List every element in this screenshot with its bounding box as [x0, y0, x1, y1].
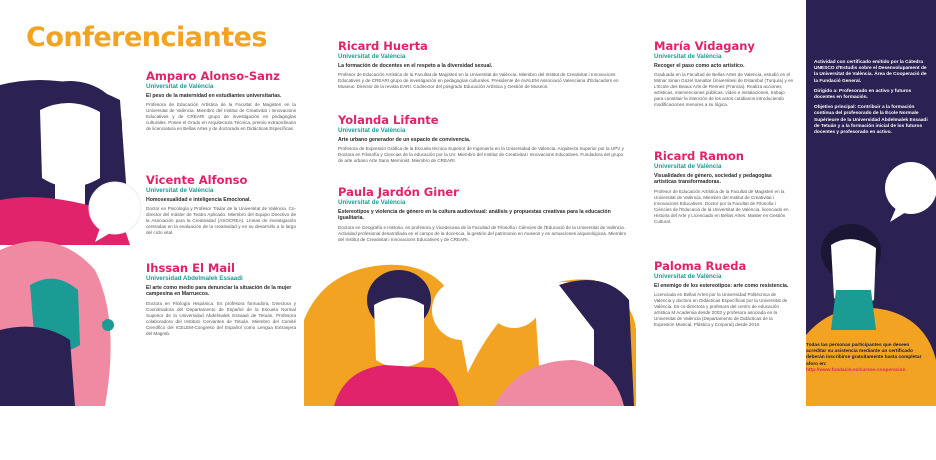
- panel-1: [0, 0, 304, 406]
- speaker-bio: Profesor de Educación Artística de la Facultat de Magisteri en la Universitat de València. Miembro del Institut de Creativitat i Innovacions Educatives y de CREARI grupo de investigación en pedagogías culturales. Presidente de AVALEM Associació Valenciana d'Educadors en Museus. Director de la revista EARI. Codirector del posgrado Educación Artística y Gestión de Museos.: [338, 72, 619, 90]
- speaker-bio: Profesora de Educación Artística de la Facultat de Magisteri en la Universitat de València. Miembro del Institut de Creativitat i Innovacions Educatives y de CREARI grupo de investigación en pedagogías culturales. Posee el Grado en Arquitectura Técnica, premio extraordinario de licenciatura en Bellas Artes y de doctorado en Didácticas Específicas.: [146, 102, 296, 132]
- info-objective: Objetivo principal: Contribuir a la formación continua del profesorado de la École Normale Supérieure de la Universidad Abdelmalek Essaadi de Tetuán y a la formación inicial de los futuros docentes y profesorado en activo.: [814, 105, 928, 136]
- page-title: Conferenciantes: [26, 22, 267, 53]
- speaker-topic: La formación de docentes en el respeto a la diversidad sexual.: [338, 63, 493, 69]
- info-audience: Dirigido a: Profesorado en activo y futuros docentes en formación.: [814, 88, 912, 101]
- registration-note: [806, 343, 930, 374]
- speaker-affiliation: Universitat de València: [654, 273, 722, 280]
- speaker-affiliation: Universitat de València: [338, 53, 406, 60]
- speaker-ricard-ramon: [654, 150, 794, 225]
- speaker-affiliation: Universitat de València: [338, 127, 406, 134]
- speaker-ihssan: [146, 262, 296, 337]
- speaker-yolanda: [338, 114, 628, 164]
- speaker-name: Ihssan El Mail: [146, 261, 235, 275]
- speaker-bio: Profesor de Educación Artística de la Facultat de Magisteri en la Universitat de València. Miembro del Institut de Creativitat i Innovacions Educatives. Doctor por la Facultat de Filosofia i Ciències de l'Educació de la Universitat de València, licenciado en Historia del Arte y Licenciado en Bellas Artes. Master en Gestión Cultural.: [654, 188, 789, 224]
- speaker-bio: Doctor en Psicología y Profesor Titular de la Universitat de València. Co-director del máster de Teatro Aplicado. Miembro del Equipo Directivo de la Asociación para la Creatividad (ASOCREA). Líneas de investigación centradas en la evaluación de la creatividad y en su desarrollo a lo largo del ciclo vital.: [146, 206, 296, 236]
- speaker-name: Paloma Rueda: [654, 259, 747, 273]
- speaker-name: Amparo Alonso-Sanz: [146, 69, 280, 83]
- speaker-topic: El enemigo de los estereotipos: arte como resistencia.: [654, 283, 789, 289]
- speaker-topic: El peso de la maternidad en estudiantes universitarias.: [146, 93, 282, 99]
- speaker-name: Vicente Alfonso: [146, 173, 248, 187]
- speaker-name: Ricard Ramon: [654, 149, 744, 163]
- speaker-name: María Vidagany: [654, 39, 755, 53]
- speaker-affiliation: Universidad Abdelmalek Essaadi: [146, 275, 243, 282]
- speaker-bio: Doctora en Geografía e Historia, es profesora y Vicedecana de la Facultad de Filosofía i Ciències de l'Educació de la Universitat de València. Actividad profesional desarrollada en el campo de la docencia, la gestión del patrimonio en museos y en actuaciones arqueológicas. Miembro del Institut de Creativitat i Innovacions Educatives y de CREARI.: [338, 224, 627, 242]
- speaker-bio: Profesora de Expresión Gráfica de la Escuela técnica Superior de Ingeniería en la Universidad de Valencia. Arquitecta Superior por la UPV y Doctora en Filosofía y Ciencias de la educación por la UV. Miembro del Institut de Creativitat i Innovacions Educatives. Fundadora del grupo de arte urbano Arte Sano Memínist. Miembro de CREARI.: [338, 146, 624, 164]
- speaker-amparo: [146, 70, 296, 132]
- speaker-name: Yolanda Lifante: [338, 113, 439, 127]
- speaker-topic: Visualidades de género, sociedad y pedagogías artísticas transformadoras.: [654, 173, 772, 186]
- info-certificate: Actividad con certificado emitido por la Cátedra UNESCO d'Estudis sobre el Desenvolupament de la Universitat de València. Área de Cooperació de la Fundació General.: [814, 60, 927, 84]
- speaker-maria: [654, 40, 794, 108]
- speaker-topic: El arte como medio para denunciar la situación de la mujer campesina en Marruecos.: [146, 285, 292, 298]
- speaker-affiliation: Universitat de València: [338, 199, 406, 206]
- info-notes: [814, 60, 928, 140]
- speaker-topic: Estereotipos y violencia de género en la cultura audiovisual: análisis y propuestas creativas para la educación igualitaria.: [338, 209, 611, 222]
- speaker-paula: [338, 186, 628, 243]
- speaker-topic: Homosexualidad e inteligencia Emocional.: [146, 197, 251, 203]
- speaker-bio: Licenciada en Bellas Artes por la Universidad Politécnica de Valencia y doctora en Didácticas Específicas por la Universitat de València. Es co-directora y profesora del centro de educación artística M Academia desde 2003 y profesora asociada en la Universitat de València (Departamento de Didácticas de la Expresión Musical, Plástica y Corporal) desde 2010.: [654, 292, 788, 328]
- speaker-name: Ricard Huerta: [338, 39, 428, 53]
- speaker-ricard-huerta: [338, 40, 628, 90]
- registration-link[interactable]: http://www.fundacio.es/cursos-cooperacion: [806, 367, 906, 373]
- speaker-bio: Doctora en Filología Hispánica. Es profesora formadora, Directora y Coordinadora del Departamento de Español de la Escuela Normal Superior de la Universidad Abdelmalek Essaadi de Tetuán. Profesora colaboradora del Instituto Cervantes de Tetuán. Miembro del Comité Científico del ICELEM-Congreso del Español como Lengua Extranjera del Magreb.: [146, 300, 296, 336]
- speaker-affiliation: Universitat de València: [654, 53, 722, 60]
- speaker-bio: Graduada en la Facultad de Bellas Artes de Valencia, estudió en el Mimar Sinan Güzel Sanatlar Üniversitesi de Estambul (Turquía) y en L'École des Beaux Arts de Rennes (Francia). Realiza acciones artísticas, intervenciones públicas, vídeo e instalaciones, trabajo para constituir la intención de los actos cotidianos introduciendo modificaciones menores a su lógica.: [654, 72, 794, 108]
- speaker-affiliation: Universitat de València: [146, 83, 214, 90]
- speaker-vicente: [146, 174, 296, 236]
- panel-3: [636, 0, 806, 406]
- speaker-paloma: [654, 260, 794, 328]
- speaker-name: Paula Jardón Giner: [338, 185, 459, 199]
- registration-text: Todas las personas participantes que deseen acreditar su asistencia mediante un certificado deberán inscribirse gratuitamente hasta completar aforo en:: [806, 343, 922, 367]
- speaker-topic: Arte urbano generador de un espacio de convivencia.: [338, 137, 471, 143]
- panel-2: [304, 0, 636, 406]
- speaker-topic: Recoger el paso como acto artístico.: [654, 63, 745, 69]
- speaker-affiliation: Universitat de València: [146, 187, 214, 194]
- speaker-affiliation: Universitat de València: [654, 163, 722, 170]
